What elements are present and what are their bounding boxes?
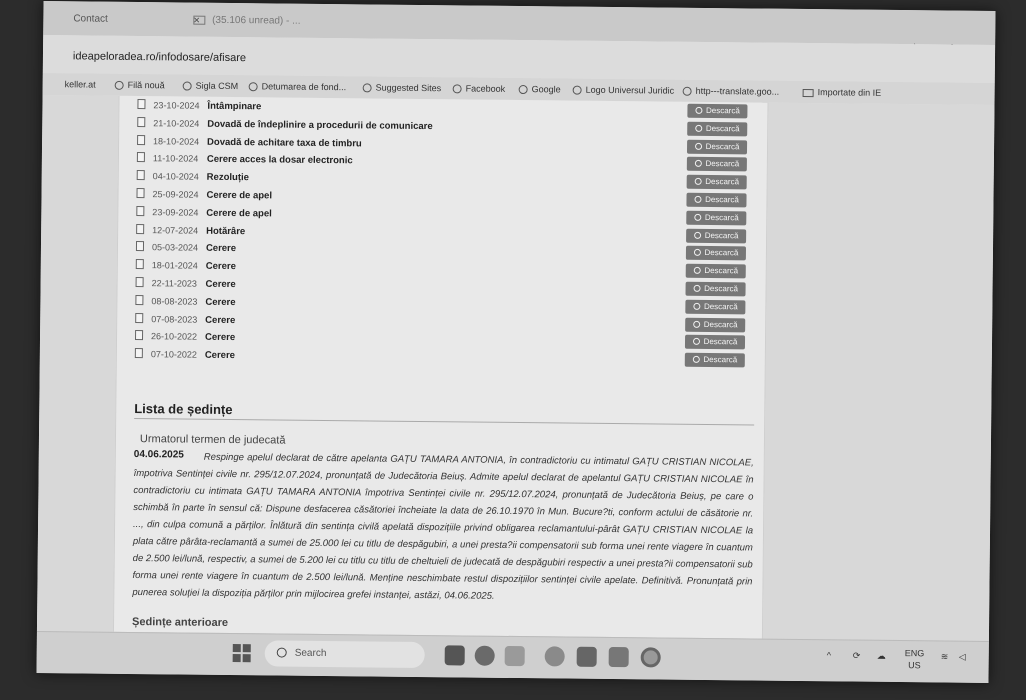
document-date: 05-03-2024 <box>151 242 199 254</box>
globe-icon <box>573 86 582 95</box>
document-icon <box>137 170 145 180</box>
document-title: Dovadă de achitare taxa de timbru <box>207 136 362 149</box>
download-label: Descarcă <box>703 301 738 312</box>
download-button[interactable] <box>687 139 747 154</box>
document-icon <box>136 188 144 198</box>
speaker-icon[interactable]: ◁ <box>958 651 966 662</box>
chrome-icon[interactable] <box>641 647 661 667</box>
download-label: Descarcă <box>705 141 740 151</box>
previous-hearings-label: Ședințe anterioare <box>131 615 229 629</box>
document-icon <box>136 277 144 287</box>
file-explorer-icon[interactable] <box>445 645 465 665</box>
document-date: 22-11-2023 <box>151 278 198 289</box>
bookmark-suggested-sites[interactable]: Suggested Sites <box>363 82 442 93</box>
bookmark-folder-ie[interactable]: Importate din IE <box>803 87 882 98</box>
document-icon <box>135 295 143 305</box>
document-title: Hotărâre <box>206 225 246 237</box>
close-icon[interactable]: × <box>193 14 200 27</box>
tab-mail[interactable] <box>193 15 313 38</box>
download-label: Descarcă <box>704 212 739 223</box>
globe-icon <box>183 82 192 91</box>
download-icon <box>695 125 702 132</box>
download-icon <box>695 142 702 149</box>
document-icon <box>137 152 145 162</box>
search-icon <box>277 648 287 658</box>
url-field[interactable]: ideapeloradea.ro/infodosare/afisare <box>72 50 247 65</box>
document-date: 23-10-2024 <box>153 100 200 111</box>
keyboard-layout: US <box>908 660 921 671</box>
document-date: 04-10-2024 <box>152 171 199 182</box>
download-label: Descarcă <box>705 177 740 187</box>
download-label: Descarcă <box>703 337 738 347</box>
download-icon <box>694 178 701 185</box>
download-button[interactable] <box>687 104 747 119</box>
download-label: Descarcă <box>703 355 738 365</box>
taskbar-search[interactable] <box>265 640 425 668</box>
download-icon <box>695 107 702 114</box>
document-date: 12-07-2024 <box>152 224 199 236</box>
download-button[interactable] <box>685 282 745 297</box>
mail-icon <box>193 15 205 24</box>
download-label: Descarcă <box>705 105 740 116</box>
search-placeholder: Search <box>294 647 327 660</box>
document-icon <box>136 241 144 251</box>
document-icon <box>135 348 143 358</box>
globe-icon <box>363 84 372 93</box>
download-icon <box>693 285 700 292</box>
hearings-section-title: Lista de ședințe <box>134 401 233 418</box>
globe-icon <box>683 87 692 96</box>
document-icon <box>137 117 145 127</box>
app-icon[interactable] <box>577 647 597 667</box>
document-title: Întâmpinare <box>207 100 262 113</box>
site-icon <box>249 82 258 91</box>
download-icon <box>694 160 701 167</box>
printed-sheet <box>37 1 996 683</box>
language-code: ENG <box>904 648 925 659</box>
download-button[interactable] <box>687 175 747 190</box>
download-label: Descarcă <box>705 159 740 169</box>
document-date: 18-01-2024 <box>151 260 198 271</box>
document-icon <box>136 206 144 216</box>
download-icon <box>693 267 700 274</box>
download-icon <box>693 320 700 327</box>
bookmark-universul-juridic[interactable]: Logo Universul Juridic <box>573 85 675 96</box>
bookmark-translate[interactable]: http---translate.goo... <box>683 86 780 97</box>
document-list <box>135 96 758 369</box>
folder-icon <box>803 89 814 97</box>
download-icon <box>693 303 700 310</box>
download-icon <box>693 338 700 345</box>
app-icon[interactable] <box>505 646 525 666</box>
document-title: Cerere acces la dosar electronic <box>206 154 353 167</box>
document-icon <box>137 135 145 145</box>
download-button[interactable] <box>686 264 746 279</box>
download-icon <box>694 196 701 203</box>
document-title: Cerere <box>205 278 236 291</box>
download-button[interactable] <box>686 193 746 208</box>
document-title: Dovadă de îndeplinire a procedurii de comunicare <box>207 118 433 132</box>
document-date: 26-10-2022 <box>150 331 198 343</box>
download-button[interactable] <box>685 300 745 315</box>
sync-icon[interactable]: ⟳ <box>852 650 861 661</box>
download-button[interactable] <box>686 246 746 261</box>
facebook-icon <box>453 84 462 93</box>
download-label: Descarcă <box>703 319 738 329</box>
language-indicator[interactable] <box>905 647 925 671</box>
document-title: Cerere de apel <box>206 207 272 220</box>
cloud-icon[interactable]: ☁ <box>876 650 886 661</box>
download-icon <box>692 356 699 363</box>
hearing-solution-body: Respinge apelul declarat de către apelanta GAȚU TAMARA ANTONIA, în contradictoriu cu intimatul GAȚU CRISTIAN NICOLAE, împotriva Sentinței civile nr. 295/12.07.2024, pronunțată de Judecătoria Beiuș. Admite apelul declarat de apelantul GAȚU CRISTIAN NICOLAE în contradictoriu cu intimata GAȚU TAMARA ANTONIA împotriva Sentinței civile nr. 295/12.07.2024, pronunțată de Judecătoria Beiuș, pe care o schimbă în parte în sensul că: Dispune desfacerea căsătoriei încheiate la data de 26.10.1970 în Mun. Bucure?ti, conform actului de căsătorie nr. ..., din culpa comună a părților. Înlătură din sentința civilă apelată dispozițiile privind obligarea reclamantului-pârât GAȚU CRISTIAN NICOLAE la plata către pârâta-reclamantă a sumei de 25.000 lei cu titlu de despăgubiri, a unei presta?ii compensatorii sub forma unei rente viagere în cuantum de 2.500 lei/lună, respectiv, a sumei de 5.200 lei cu titlu cu titlu de cheltuieli de judecată de despăgubiri respectiv a unei presta?ii compensatorii sub forma unei rente viagere în cuantum de 2.500 lei/lună. Menține neschimbate restul dispozițiilor sentinței civile apelate. Definitivă. Pronunțată prin punerea soluției la dispoziția părților prin mijlocirea grefei instanței, astăzi, 04.06.2025. <box>132 451 754 602</box>
divider <box>134 418 754 425</box>
download-button[interactable] <box>685 335 745 350</box>
document-title: Cerere <box>205 243 237 255</box>
document-icon <box>135 330 143 340</box>
bookmark-sigla-csm[interactable]: Sigla CSM <box>183 80 239 91</box>
document-title: Cerere <box>204 349 236 362</box>
download-icon <box>694 231 701 238</box>
document-title: Cerere <box>205 314 236 326</box>
document-icon <box>136 224 144 234</box>
globe-icon <box>115 81 124 90</box>
bookmark-new-tab[interactable]: Filă nouă <box>115 80 165 91</box>
bookmark-facebook[interactable]: Facebook <box>453 83 506 94</box>
case-file-panel <box>113 96 769 639</box>
download-button[interactable] <box>687 122 747 137</box>
download-label: Descarcă <box>704 230 739 240</box>
document-date: 21-10-2024 <box>153 117 200 129</box>
chevron-up-icon[interactable]: ^ <box>826 650 832 661</box>
download-icon <box>694 249 701 256</box>
document-icon <box>135 313 143 323</box>
document-title: Cerere de apel <box>206 189 273 202</box>
document-icon <box>136 259 144 269</box>
download-button[interactable] <box>687 157 747 172</box>
next-hearing-label: Urmatorul termen de judecată <box>139 433 286 447</box>
document-date: 07-10-2022 <box>150 349 197 360</box>
download-button[interactable] <box>685 353 745 368</box>
document-title: Cerere <box>204 332 236 344</box>
tab-label: (35.106 unread) - ... <box>212 14 301 27</box>
next-hearing-date: 04.06.2025 <box>133 449 184 461</box>
document-title: Cerere <box>205 296 236 308</box>
download-button[interactable] <box>686 228 746 243</box>
bookmark-keller[interactable]: keller.at <box>64 79 96 90</box>
download-label: Descarcă <box>704 266 739 276</box>
edge-icon[interactable] <box>545 646 565 666</box>
bookmark-google[interactable]: Google <box>519 84 561 95</box>
document-date: 23-09-2024 <box>152 206 199 218</box>
download-label: Descarcă <box>704 283 739 294</box>
bookmark-detumarea[interactable]: Detumarea de fond... <box>249 81 347 92</box>
wifi-icon[interactable]: ≋ <box>940 651 949 662</box>
document-date: 18-10-2024 <box>153 135 200 147</box>
download-label: Descarcă <box>705 123 740 134</box>
download-icon <box>694 214 701 221</box>
tab-label: Contact <box>73 13 108 25</box>
document-date: 08-08-2023 <box>151 295 198 307</box>
windows-taskbar <box>37 631 989 683</box>
windows-start-icon[interactable] <box>233 644 251 662</box>
download-button[interactable] <box>686 211 746 226</box>
document-date: 11-10-2024 <box>152 153 199 165</box>
document-date: 25-09-2024 <box>152 189 199 200</box>
google-icon <box>519 85 528 94</box>
document-date: 07-08-2023 <box>151 313 198 325</box>
document-icon <box>137 99 145 109</box>
download-button[interactable] <box>685 317 745 332</box>
download-label: Descarcă <box>704 248 739 258</box>
hearing-solution-text <box>132 448 754 607</box>
download-label: Descarcă <box>705 194 739 205</box>
outlook-icon[interactable] <box>609 647 629 667</box>
document-title: Cerere <box>205 260 236 273</box>
web-page <box>37 95 995 641</box>
app-icon[interactable] <box>475 646 495 666</box>
document-title: Rezoluție <box>206 171 249 184</box>
